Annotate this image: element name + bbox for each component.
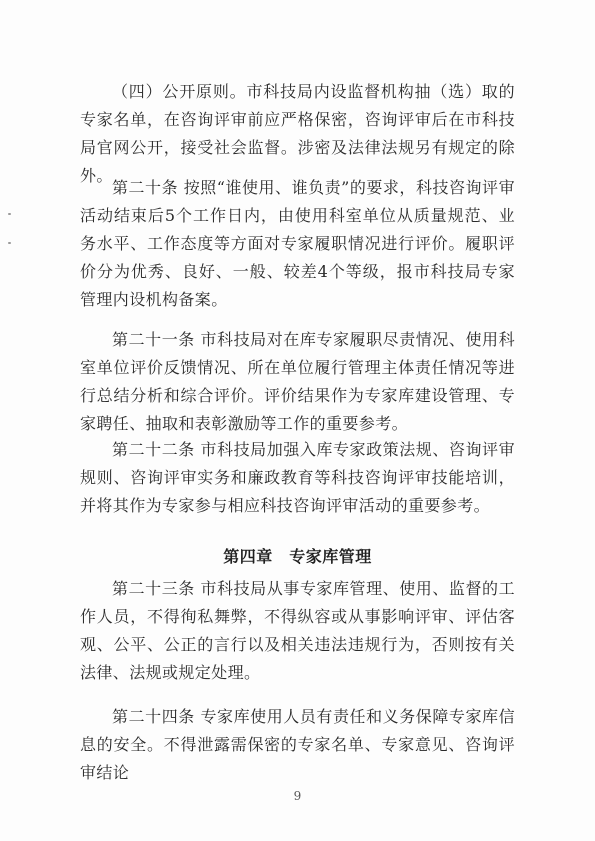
page-number: 9	[293, 789, 302, 803]
paragraph-article-20: 第二十条 按照“谁使用、谁负责”的要求，科技咨询评审活动结束后5个工作日内，由使用科室单位从质量规范、业务水平、工作态度等方面对专家履职情况进行评价。履职评价分为优秀、良好、一般、较差4个等级，报市科技局专家管理内设机构备案。	[80, 178, 515, 309]
chapter-title: 第四章 专家库管理	[223, 547, 372, 566]
margin-mark	[8, 213, 11, 215]
paragraph-disclosure-principle: （四）公开原则。市科技局内设监督机构抽（选）取的专家名单，在咨询评审前应严格保密，咨询评审后在市科技局官网公开，接受社会监督。涉密及法律法规另有规定的除外。	[80, 82, 515, 185]
margin-mark	[8, 242, 11, 244]
paragraph-article-23: 第二十三条 市科技局从事专家库管理、使用、监督的工作人员，不得徇私舞弊，不得纵容或从事影响评审、评估客观、公平、公正的言行以及相关违法违规行为，否则按有关法律、法规或规定处理。	[80, 579, 515, 682]
paragraph-article-24: 第二十四条 专家库使用人员有责任和义务保障专家库信息的安全。不得泄露需保密的专家名单、专家意见、咨询评审结论	[80, 707, 515, 782]
paragraph-article-21: 第二十一条 市科技局对在库专家履职尽责情况、使用科室单位评价反馈情况、所在单位履行管理主体责任情况等进行总结分析和综合评价。评价结果作为专家库建设管理、专家聘任、抽取和表彰激励等工作的重要参考。	[80, 330, 515, 433]
paragraph-article-22: 第二十二条 市科技局加强入库专家政策法规、咨询评审规则、咨询评审实务和廉政教育等科技咨询评审技能培训，并将其作为专家参与相应科技咨询评审活动的重要参考。	[80, 440, 515, 515]
